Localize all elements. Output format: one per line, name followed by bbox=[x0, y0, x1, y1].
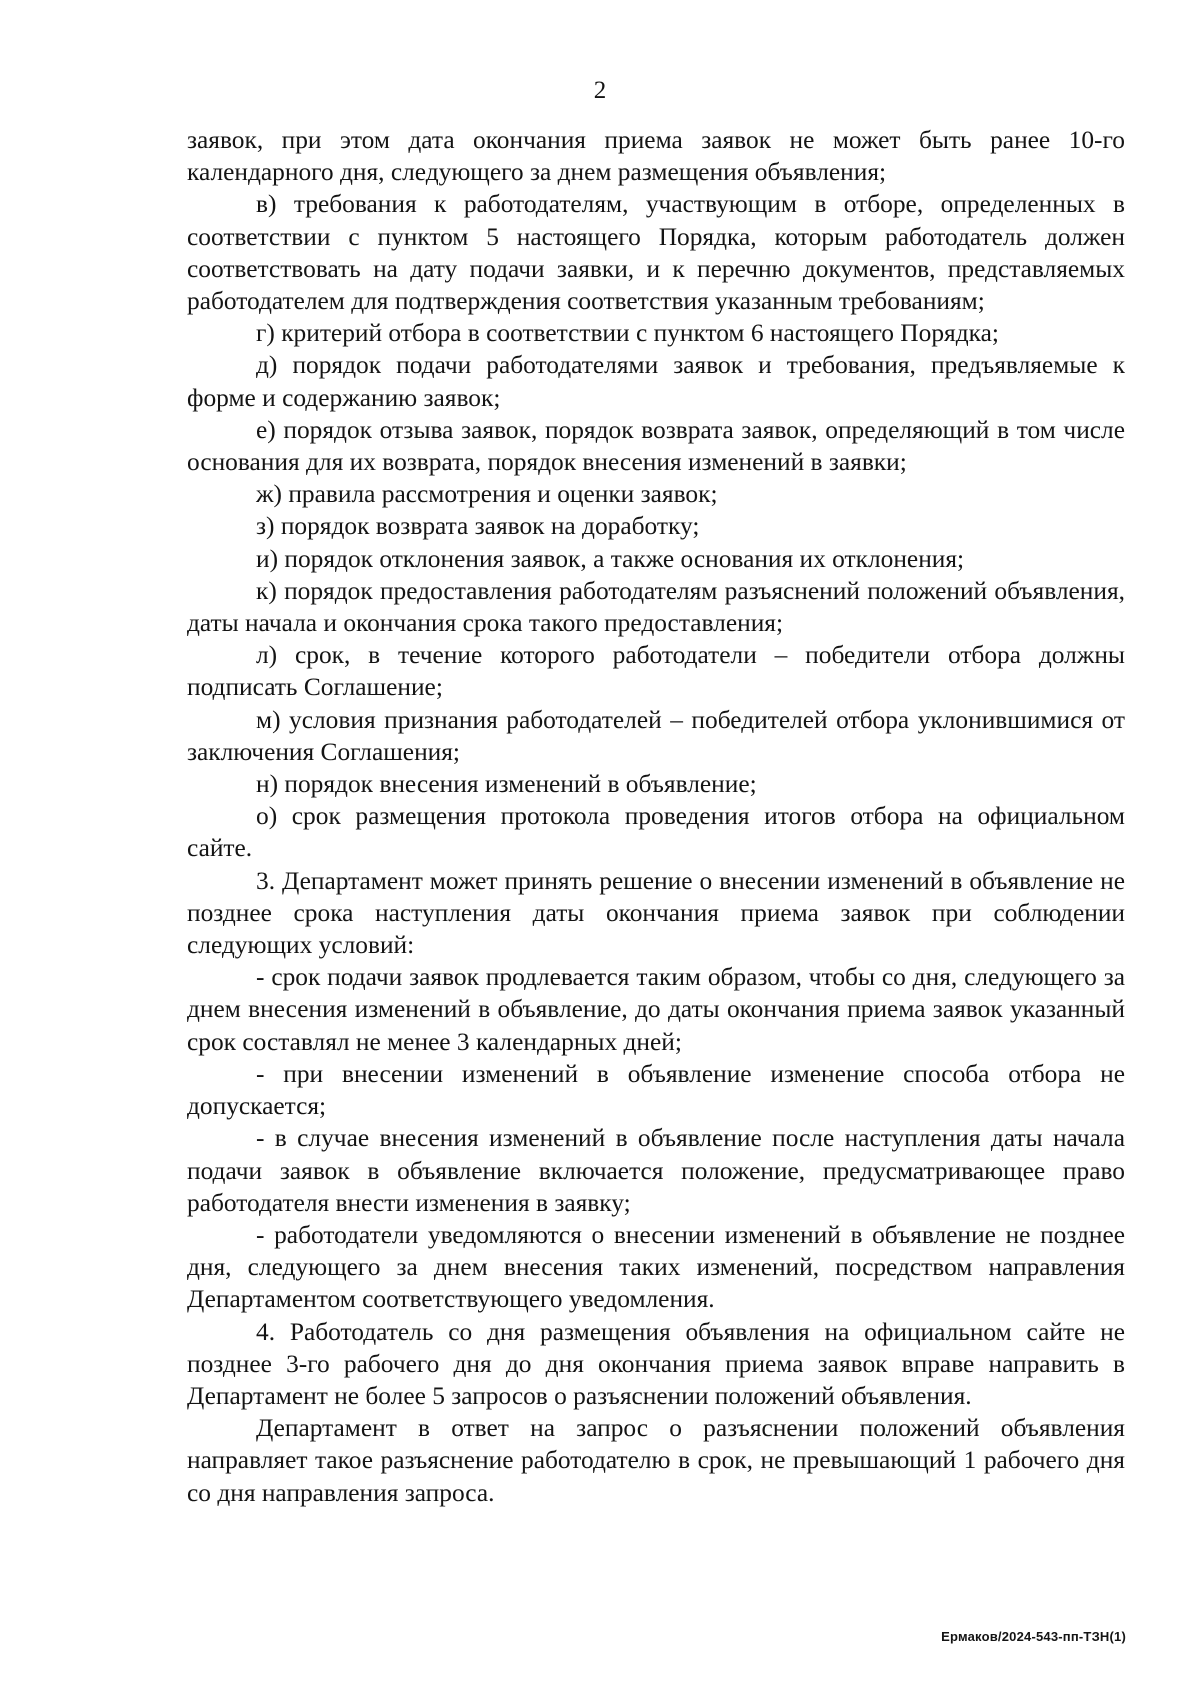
paragraph: - работодатели уведомляются о внесении изменений в объявление не позднее дня, следующего за днем внесения таких изменений, посредством направления Департаментом соответствующего уведомления. bbox=[187, 1220, 1125, 1314]
paragraph: Департамент в ответ на запрос о разъяснении положений объявления направляет такое разъяснение работодателю в срок, не превышающий 1 рабочего дня со дня направления запроса. bbox=[187, 1414, 1125, 1507]
paragraph: з) порядок возврата заявок на доработку; bbox=[256, 512, 700, 541]
paragraph: г) критерий отбора в соответствии с пунктом 6 настоящего Порядка; bbox=[256, 319, 999, 348]
paragraph: о) срок размещения протокола проведения итогов отбора на официальном сайте. bbox=[187, 802, 1125, 863]
paragraph: д) порядок подачи работодателями заявок и требования, предъявляемые к форме и содержанию заявок; bbox=[187, 351, 1125, 412]
paragraph: 3. Департамент может принять решение о внесении изменений в объявление не позднее срока наступления даты окончания приема заявок при соблюдении следующих условий: bbox=[187, 866, 1125, 960]
paragraph: ж) правила рассмотрения и оценки заявок; bbox=[256, 480, 718, 509]
paragraph: 4. Работодатель со дня размещения объявления на официальном сайте не позднее 3-го рабочего дня до дня окончания приема заявок вправе направить в Департамент не более 5 запросов о разъяснении положений объявления. bbox=[187, 1317, 1125, 1410]
paragraph: м) условия признания работодателей – победителей отбора уклонившимися от заключения Соглашения; bbox=[187, 705, 1125, 766]
paragraph: е) порядок отзыва заявок, порядок возврата заявок, определяющий в том числе основания для их возврата, порядок внесения изменений в заявки; bbox=[187, 415, 1125, 477]
paragraph: к) порядок предоставления работодателям разъяснений положений объявления, даты начала и окончания срока такого предоставления; bbox=[187, 576, 1125, 638]
page-number: 2 bbox=[593, 77, 607, 104]
paragraph: - срок подачи заявок продлевается таким образом, чтобы со дня, следующего за днем внесения изменений в объявление, до даты окончания приема заявок указанный срок составлял не менее 3 календарных дней; bbox=[187, 963, 1125, 1056]
paragraph: и) порядок отклонения заявок, а также основания их отклонения; bbox=[256, 544, 965, 573]
document-body bbox=[187, 124, 1125, 1509]
paragraph: - в случае внесения изменений в объявление после наступления даты начала подачи заявок в объявление включается положение, предусматривающее право работодателя внести изменения в заявку; bbox=[187, 1124, 1125, 1217]
paragraph: в) требования к работодателям, участвующим в отборе, определенных в соответствии с пунктом 5 настоящего Порядка, которым работодатель должен соответствовать на дату подачи заявки, и к перечню документов, представляемых работодателем для подтверждения соответствия указанным требованиям; bbox=[187, 190, 1125, 316]
footer-document-code: Ермаков/2024-543-пп-ТЗН(1) bbox=[941, 1629, 1126, 1644]
paragraph: н) порядок внесения изменений в объявление; bbox=[256, 770, 757, 799]
paragraph: - при внесении изменений в объявление изменение способа отбора не допускается; bbox=[187, 1059, 1125, 1121]
paragraph: л) срок, в течение которого работодатели – победители отбора должны подписать Соглашение; bbox=[187, 641, 1125, 702]
paragraph: заявок, при этом дата окончания приема заявок не может быть ранее 10-го календарного дня, следующего за днем размещения объявления; bbox=[187, 126, 1125, 187]
